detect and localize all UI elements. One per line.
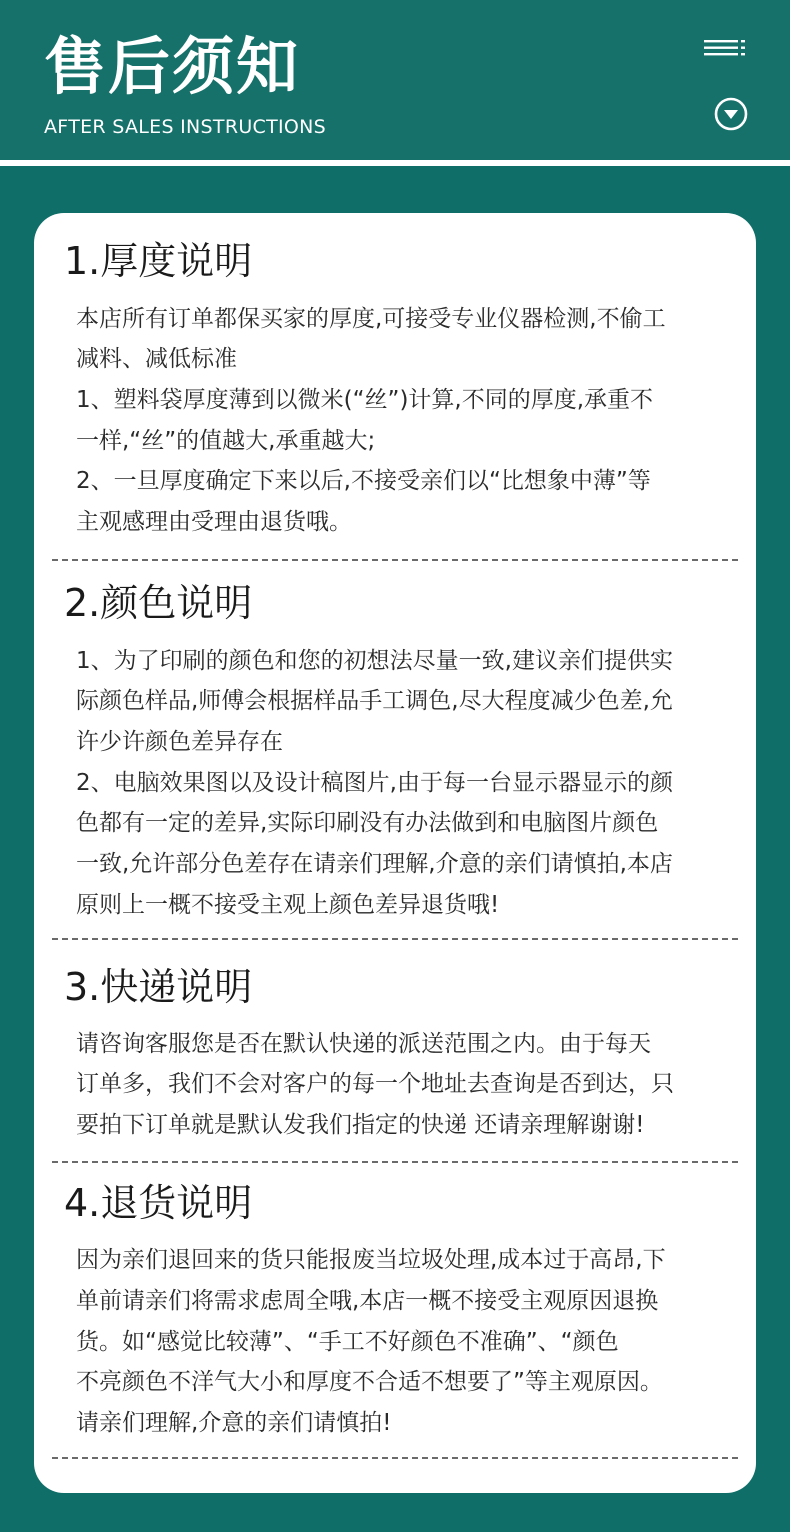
paragraph-line: 2、电脑效果图以及设计稿图片,由于每一台显示器显示的颜 [76, 770, 673, 796]
section-divider [52, 1457, 738, 1459]
paragraph-line: 一致,允许部分色差存在请亲们理解,介意的亲们请慎拍,本店 [76, 851, 673, 877]
paragraph-line: 2、一旦厚度确定下来以后,不接受亲们以“比想象中薄”等 [76, 468, 651, 494]
circle-down-icon[interactable] [714, 97, 748, 131]
paragraph-line: 本店所有订单都保买家的厚度,可接受专业仪器检测,不偷工 [76, 306, 666, 332]
paragraph-line: 不亮颜色不洋气大小和厚度不合适不想要了”等主观原因。 [76, 1369, 663, 1395]
paragraph-line: 请亲们理解,介意的亲们请慎拍! [76, 1410, 392, 1436]
paragraph-line: 色都有一定的差异,实际印刷没有办法做到和电脑图片颜色 [76, 810, 659, 836]
paragraph-line: 要拍下订单就是默认发我们指定的快递 还请亲理解谢谢! [76, 1112, 645, 1138]
paragraph-line: 主观感理由受理由退货哦。 [76, 509, 352, 535]
paragraph-line: 请咨询客服您是否在默认快递的派送范围之内。由于每天 [76, 1031, 651, 1057]
paragraph-line: 因为亲们退回来的货只能报废当垃圾处理,成本过于高昂,下 [76, 1247, 666, 1273]
section-title: 2.颜色说明 [64, 581, 253, 625]
menu-icon[interactable] [704, 40, 746, 56]
paragraph-line: 际颜色样品,师傅会根据样品手工调色,尽大程度减少色差,允 [76, 688, 673, 714]
header-divider [0, 160, 790, 166]
section-title: 3.快递说明 [64, 965, 253, 1009]
paragraph-line: 一样,“丝”的值越大,承重越大; [76, 428, 376, 454]
page-subtitle: AFTER SALES INSTRUCTIONS [44, 116, 327, 138]
section-divider [52, 1161, 738, 1163]
section-title: 1.厚度说明 [64, 239, 253, 283]
content-card [34, 213, 756, 1493]
paragraph-line: 1、为了印刷的颜色和您的初想法尽量一致,建议亲们提供实 [76, 648, 673, 674]
paragraph-line: 订单多，我们不会对客户的每一个地址去查询是否到达，只 [76, 1071, 674, 1097]
page-title: 售后须知 [44, 30, 301, 103]
paragraph-line: 减料、减低标准 [76, 346, 237, 372]
paragraph-line: 原则上一概不接受主观上颜色差异退货哦! [76, 892, 500, 918]
paragraph-line: 许少许颜色差异存在 [76, 729, 283, 755]
header-bar [0, 0, 790, 160]
paragraph-line: 货。如“感觉比较薄”、“手工不好颜色不准确”、“颜色 [76, 1329, 619, 1355]
paragraph-line: 单前请亲们将需求虑周全哦,本店一概不接受主观原因退换 [76, 1288, 659, 1314]
section-divider [52, 938, 738, 940]
paragraph-line: 1、塑料袋厚度薄到以微米(“丝”)计算,不同的厚度,承重不 [76, 387, 654, 413]
section-divider [52, 559, 738, 561]
section-title: 4.退货说明 [64, 1181, 253, 1225]
